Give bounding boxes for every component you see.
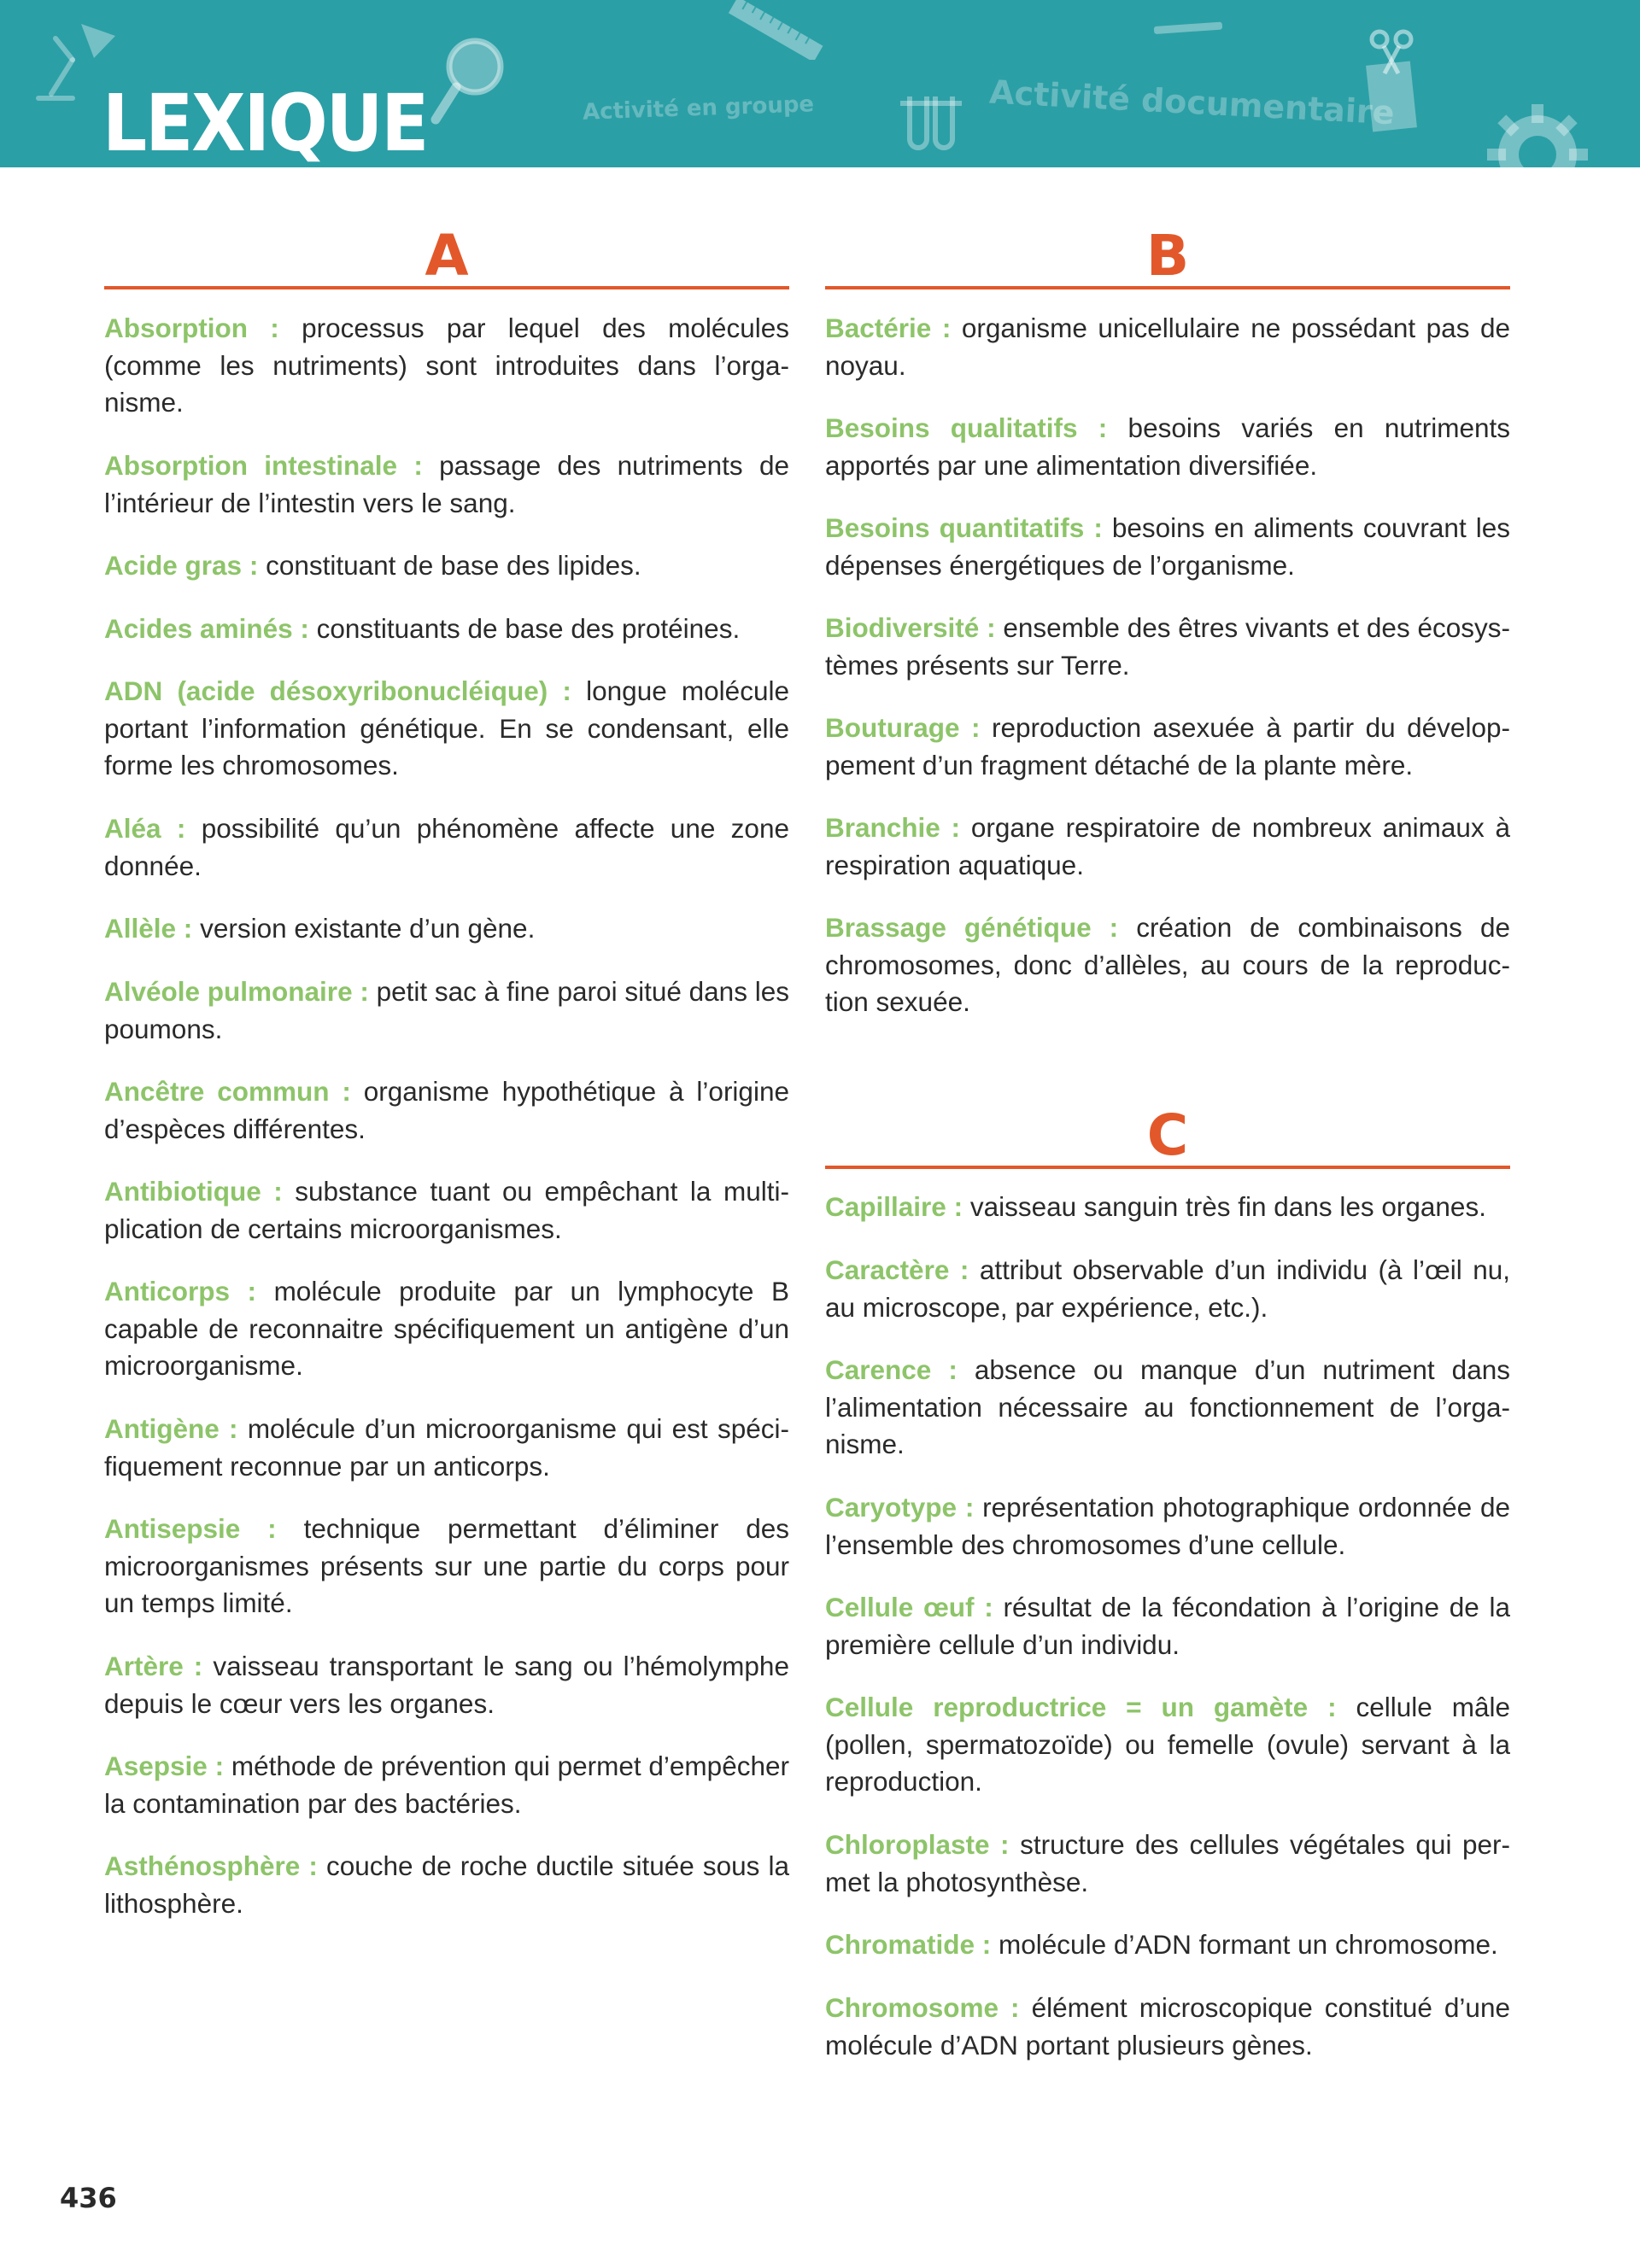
entry-term: Bouturage : [825, 712, 981, 743]
test-tubes-icon [897, 92, 965, 161]
entry-definition: molécule d’ADN formant un chromosome. [999, 1929, 1498, 1960]
entry-definition: constituants de base des protéines. [316, 613, 741, 644]
glossary-entry [825, 1689, 1510, 1801]
entry-term: Antisepsie : [104, 1513, 277, 1544]
page-number: 436 [60, 2182, 117, 2214]
entry-definition: vaisseau transportant le sang ou l’hémolymphe depuis le cœur vers les organes. [104, 1651, 789, 1719]
glossary-entry [825, 1489, 1510, 1564]
pen-icon [1149, 15, 1234, 41]
entry-term: Acides aminés : [104, 613, 309, 644]
entry-definition: absence ou manque d’un nutriment dans l’alimentation nécessaire au fonctionnement de l’organisme. [825, 1354, 1510, 1459]
entry-term: Asepsie : [104, 1751, 225, 1781]
glossary-entry [825, 1589, 1510, 1663]
entry-definition: résultat de la fécondation à l’origine de la première cellule d’un individu. [825, 1592, 1510, 1660]
entry-definition: longue molécule portant l’information génétique. En se condensant, elle forme les chromosomes. [104, 675, 789, 780]
entry-definition: technique permettant d’éliminer des microorganismes présents sur une partie du corps pour un temps limité. [104, 1513, 789, 1618]
glossary-entry [104, 611, 789, 648]
glossary-entry [825, 510, 1510, 584]
glossary-entry [104, 910, 789, 948]
entry-term: Capillaire : [825, 1191, 964, 1222]
entry-term: Chloroplaste : [825, 1829, 1010, 1860]
section-c-heading [825, 1097, 1510, 1169]
entry-term: Branchie : [825, 812, 961, 843]
entry-term: Bactérie : [825, 313, 952, 343]
entry-definition: structure des cellules végétales qui permet la photosynthèse. [825, 1829, 1510, 1897]
glossary-entry [825, 909, 1510, 1021]
entry-definition: constituant de base des lipides. [266, 550, 641, 581]
glossary-entry [104, 447, 789, 522]
entry-term: Absorption : [104, 313, 279, 343]
entry-definition: création de combinaisons de chromosomes, donc d’allèles, au cours de la reproduction sexuée. [825, 912, 1510, 1017]
glossary-entry [825, 1990, 1510, 2064]
glossary-entry [104, 547, 789, 585]
entry-term: Caractère : [825, 1254, 969, 1285]
entry-definition: cellule mâle (pollen, spermatozoïde) ou femelle (ovule) servant à la reproduction. [825, 1692, 1510, 1797]
glossary-entry [825, 610, 1510, 684]
decor-label-document-activity: Activité documentaire [988, 73, 1396, 132]
entry-definition: vaisseau sanguin très fin dans les organes. [969, 1191, 1486, 1222]
entry-term: Besoins qualitatifs : [825, 412, 1108, 443]
section-letter: A [425, 223, 469, 289]
entry-term: Alvéole pulmonaire : [104, 976, 369, 1007]
entry-term: Antibiotique : [104, 1176, 283, 1207]
glossary-entry [825, 310, 1510, 384]
page-title: LEXIQUE [102, 79, 428, 167]
entry-term: Absorption intestinale : [104, 450, 423, 481]
glossary-entry [104, 1411, 789, 1485]
entry-definition: molécule produite par un lymphocyte B capable de reconnaitre spécifiquement un antigène d’un microorganisme. [104, 1276, 789, 1381]
entry-definition: attribut observable d’un individu (à l’œil nu, au microscope, par expérience, etc.). [825, 1254, 1510, 1323]
magnifier-icon [425, 31, 511, 133]
entry-definition: méthode de prévention qui permet d’empêcher la contamination par des bactéries. [104, 1751, 789, 1819]
glossary-entry [104, 973, 789, 1048]
entry-definition: molécule d’un microorganisme qui est spécifiquement reconnue par un anticorps. [104, 1413, 789, 1482]
glossary-entry [825, 710, 1510, 784]
glossary-entry [825, 810, 1510, 884]
entry-definition: reproduction asexuée à partir du développement d’un fragment détaché de la plante mère. [825, 712, 1510, 780]
section-b-heading [825, 218, 1510, 289]
entry-definition: couche de roche ductile située sous la lithosphère. [104, 1850, 789, 1919]
entry-term: Besoins quantitatifs : [825, 512, 1103, 543]
glossary-entry [825, 1252, 1510, 1326]
section-letter: C [1146, 1102, 1189, 1168]
entry-definition: ensemble des êtres vivants et des écosystèmes présents sur Terre. [825, 612, 1510, 681]
entry-term: Asthénosphère : [104, 1850, 318, 1881]
entry-definition: organisme unicellulaire ne possédant pas de noyau. [825, 313, 1510, 381]
entry-term: Artère : [104, 1651, 203, 1681]
entry-definition: représentation photographique ordonnée de l’ensemble des chromosomes d’une cellule. [825, 1492, 1510, 1560]
entry-definition: organisme hypothétique à l’origine d’espèces différentes. [104, 1076, 789, 1144]
entry-definition: petit sac à fine paroi situé dans les poumons. [104, 976, 789, 1044]
glossary-entry [104, 1173, 789, 1248]
glossary-entry [825, 1827, 1510, 1901]
decor-label-group-activity: Activité en groupe [582, 91, 815, 126]
glossary-entry [104, 1273, 789, 1385]
gear-icon [1482, 99, 1593, 167]
entry-definition: besoins en aliments couvrant les dépenses énergétiques de l’organisme. [825, 512, 1510, 581]
ruler-icon [718, 0, 829, 60]
glossary-entry [104, 1848, 789, 1922]
entry-term: Biodiversité : [825, 612, 996, 643]
glossary-entry [104, 310, 789, 422]
entry-term: Chromosome : [825, 1992, 1020, 2023]
entry-definition: besoins variés en nutriments apportés par une alimentation diversifiée. [825, 412, 1510, 481]
glossary-entry [104, 810, 789, 885]
entry-definition: possibilité qu’un phénomène affecte une zone donnée. [104, 813, 789, 881]
glossary-entry [825, 1189, 1510, 1226]
entry-term: Antigène : [104, 1413, 238, 1444]
glossary-entry [104, 1748, 789, 1822]
section-letter: B [1145, 223, 1190, 289]
entry-term: Cellule reproductrice = un gamète : [825, 1692, 1337, 1722]
glossary-entry [825, 410, 1510, 484]
header-banner [0, 0, 1640, 167]
entry-term: Ancêtre commun : [104, 1076, 351, 1107]
entry-term: Brassage génétique : [825, 912, 1119, 943]
entry-term: Cellule œuf : [825, 1592, 993, 1622]
glossary-entry [104, 1073, 789, 1148]
entry-definition: organe respiratoire de nombreux animaux à respiration aquatique. [825, 812, 1510, 880]
entry-definition: version existante d’un gène. [200, 913, 536, 944]
section-a-heading [104, 218, 789, 289]
entry-definition: élément microscopique constitué d’une molécule d’ADN portant plusieurs gènes. [825, 1992, 1510, 2060]
entry-term: Allèle : [104, 913, 193, 944]
entry-term: Acide gras : [104, 550, 259, 581]
glossary-entry [104, 673, 789, 785]
glossary-entry [825, 1352, 1510, 1464]
entry-definition: processus par lequel des molécules (comme les nutriments) sont introduites dans l’organisme. [104, 313, 789, 418]
entry-term: Anticorps : [104, 1276, 257, 1306]
entry-term: Caryotype : [825, 1492, 975, 1523]
glossary-entry [825, 1926, 1510, 1964]
entry-term: Aléa : [104, 813, 186, 844]
entry-definition: substance tuant ou empêchant la multiplication de certains microorganismes. [104, 1176, 789, 1244]
entry-term: Chromatide : [825, 1929, 992, 1960]
entry-definition: passage des nutriments de l’intérieur de l’intestin vers le sang. [104, 450, 789, 518]
glossary-entry [104, 1648, 789, 1722]
entry-term: ADN (acide désoxyribonucléique) : [104, 675, 571, 706]
entry-term: Carence : [825, 1354, 958, 1385]
glossary-entry [104, 1511, 789, 1622]
